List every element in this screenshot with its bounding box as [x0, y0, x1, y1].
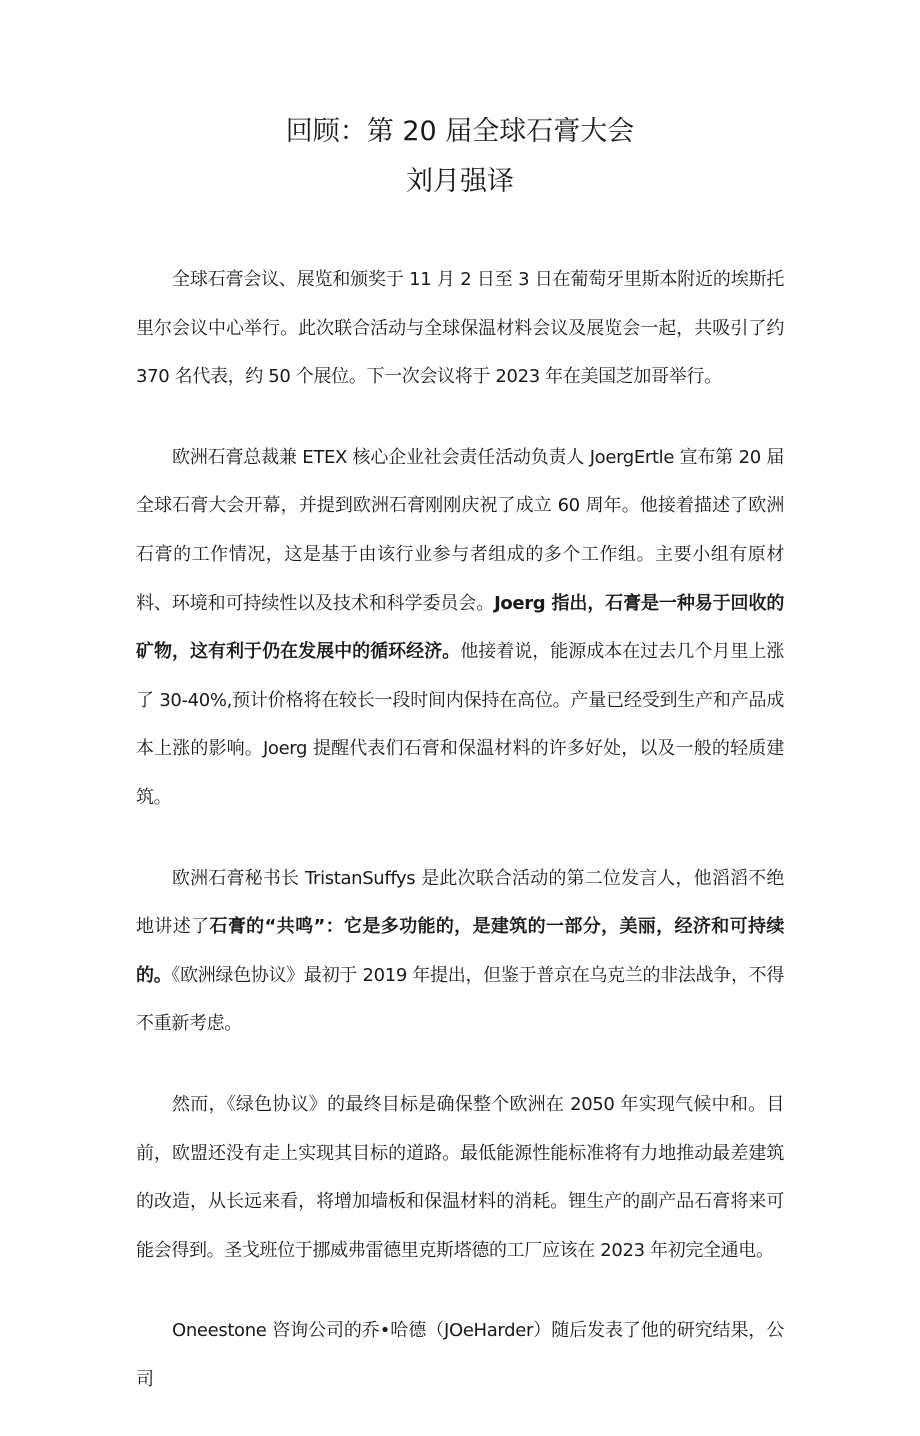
paragraph-2-tail: 他接着说，能源成本在过去几个月里上涨了 30-40%,预计价格将在较长一段时间内保持在高位。产量已经受到生产和产品成本上涨的影响。Joerg 提醒代表们石膏和保温材料的许多好处，以及一般的轻质建筑。	[136, 641, 785, 808]
paragraph-3-lead: 欧洲石膏秘书长 TristanSuffys 是此次联合活动的第二位发言人，他滔滔不绝地讲述了	[136, 867, 784, 938]
paragraph-2	[136, 434, 784, 823]
paragraph-3-tail: 《欧洲绿色协议》最初于 2019 年提出，但鉴于普京在乌克兰的非法战争，不得不重新考虑。	[136, 964, 784, 1035]
paragraph-2-lead: 欧洲石膏总裁兼 ETEX 核心企业社会责任活动负责人 JoergErtle 宣布第 20 届全球石膏大会开幕，并提到欧洲石膏刚刚庆祝了成立 60 周年。他接着描述了欧洲石膏的工作情况，这是基于由该行业参与者组成的多个工作组。主要小组有原材料、环境和可持续性以及技术和科学委员会。	[136, 446, 784, 614]
document-translator: 刘月强译	[406, 166, 514, 197]
document-body	[136, 256, 784, 1436]
paragraph-3	[136, 855, 784, 1049]
paragraph-1: 全球石膏会议、展览和颁奖于 11 月 2 日至 3 日在葡萄牙里斯本附近的埃斯托里尔会议中心举行。此次联合活动与全球保温材料会议及展览会一起，共吸引了约 370 名代表，约 50 个展位。下一次会议将于 2023 年在美国芝加哥举行。	[136, 269, 784, 388]
paragraph-3-highlight: 石膏的“共鸣”：它是多功能的，是建筑的一部分，美丽，经济和可持续的。	[136, 916, 784, 986]
paragraph-2-highlight: Joerg 指出，石膏是一种易于回收的矿物，这有利于仍在发展中的循环经济。	[136, 592, 784, 663]
paragraph-5: Oneestone 咨询公司的乔•哈德（JOeHarder）随后发表了他的研究结果，公司	[136, 1320, 784, 1390]
document-title: 回顾：第 20 届全球石膏大会	[285, 116, 635, 147]
paragraph-4: 然而，《绿色协议》的最终目标是确保整个欧洲在 2050 年实现气候中和。目前，欧盟还没有走上实现其目标的道路。最低能源性能标准将有力地推动最差建筑的改造，从长远来看，将增加墙板和保温材料的消耗。锂生产的副产品石膏将来可能会得到。圣戈班位于挪威弗雷德里克斯塔德的工厂应该在 2023 年初完全通电。	[136, 1093, 784, 1261]
